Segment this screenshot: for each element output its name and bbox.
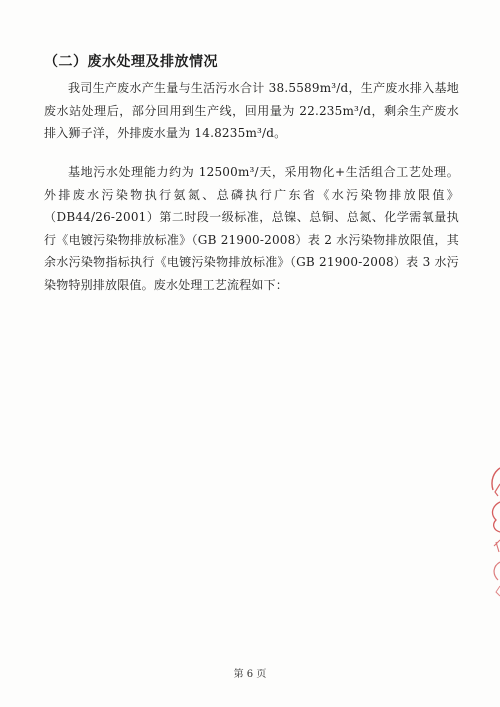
page-number: 第 6 页 (233, 669, 267, 680)
paragraph-wastewater-volume: 我司生产废水产生量与生活污水合计 38.5589m³/d，生产废水排入基地废水站处理后，部分回用到生产线，回用量为 22.235m³/d，剩余生产废水排入狮子洋，外排废水量为 14.8235m³/d。 (44, 81, 459, 140)
seal-edge-stamp-icon (484, 462, 500, 602)
section-heading: （二）废水处理及排放情况 (44, 54, 218, 70)
paragraph-treatment-standards: 基地污水处理能力约为 12500m³/天，采用物化+生活组合工艺处理。外排废水污染物执行氨氮、总磷执行广东省《水污染物排放限值》（DB44/26-2001）第二时段一级标准，总镍、总铜、总氮、化学需氧量执行《电镀污染物排放标准》（GB 21900-2008）表 2 水污染物排放限值，其余水污染物指标执行《电镀污染物排放标准》（GB 21900-2008）表 3 水污染物特别排放限值。废水处理工艺流程如下： (44, 165, 459, 292)
